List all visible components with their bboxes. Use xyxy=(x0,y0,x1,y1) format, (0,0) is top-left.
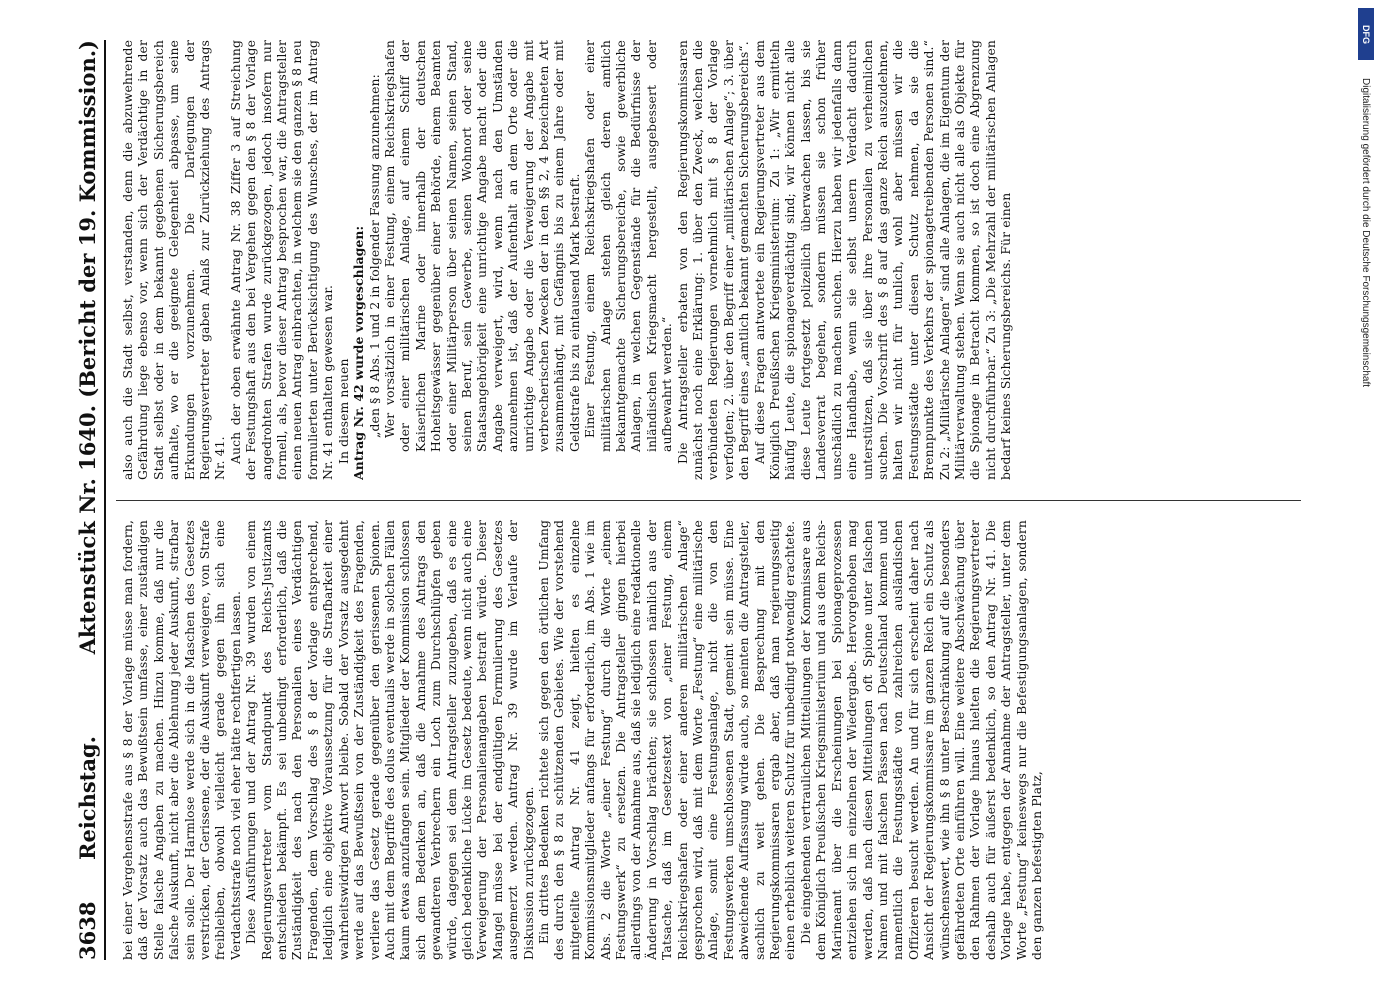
paragraph-heading: Antrag Nr. 42 wurde vorgeschlagen: xyxy=(351,225,367,480)
paragraph: bei einer Vergehensstrafe aus § 8 der Vorlage müsse man fordern, daß der Vorsatz auch das Bewußtsein umfasse, einer zuständigen Stelle falsche Angaben zu machen. Hinzu komme, daß nur die falsche Auskunft, nicht aber die Ablehnung jeder Auskunft, strafbar sein solle. Der Harmlose werde sich in die Maschen des Gesetzes verstricken, der Gerissene, der die Auskunft verweigere, von Strafe freibleiben, obwohl vielleicht gerade gegen ihn sich eine Verdachtsstrafe noch viel eher hätte rechtfertigen lassen. xyxy=(120,520,243,960)
quote-paragraph: Wer vorsätzlich in einer Festung, einem Reichskriegshafen oder einer militärischen Anlage, auf einem Schiff der Kaiserlichen Marine oder innerhalb der deutschen Hoheitsgewässer gegenüber einer Behörde, einem Beamten oder einer Militärperson über seinen Namen, seinen Stand, seinen Beruf, sein Gewerbe, seinen Wohnort oder seine Staatsangehörigkeit eine unrichtige Angabe macht oder die Angabe verweigert, wird, wenn nach den Umständen anzunehmen ist, daß der Aufenthalt an dem Orte oder die unrichtige Angabe oder die Verweigerung der Angabe mit verbrecherischen Zwecken der in den §§ 2, 4 bezeichneten Art zusammenhängt, mit Gefängnis bis zu einem Jahre oder mit Geldstrafe bis zu eintausend Mark bestraft. xyxy=(381,40,582,452)
quote-paragraph: Einer Festung, einem Reichskriegshafen oder einer militärischen Anlage stehen gleich deren amtlich bekanntgemachte Sicherungsbereiche, sowie gewerbliche Anlagen, in welchen Gegenstände für die Bedürfnisse der inländischen Kriegsmacht hergestellt, ausgebessert oder aufbewahrt werden.“ xyxy=(582,40,675,452)
quote-intro: „den § 8 Abs. 1 und 2 in folgender Fassung anzunehmen: xyxy=(366,74,382,438)
header-right-title: Aktenstück Nr. 1640. (Bericht der 19. Kommission.) xyxy=(75,40,100,655)
header-left-title: Reichstag. xyxy=(75,736,100,860)
paragraph: Die eingehenden vertraulichen Mitteilungen der Kommissare aus dem Königlich Preußischen Kriegsministerium und aus dem Reichs-Marineamt über die Erscheinungen bei Spionageprozessen entziehen sich im einzelnen der Wiedergabe. Hervorgehoben mag werden, daß nach diesen Mitteilungen oft Spione unter falschen Namen und mit falschen Pässen nach Deutschland kommen und namentlich die Festungsstädte von zahlreichen ausländischen Offizieren besucht werden. An und für sich erscheint daher nach Ansicht der Regierungskommissare im ganzen Reich ein Schutz als wünschenswert, wie ihn § 8 unter Beschränkung auf die besonders gefährdeten Orte einführen will. Eine weitere Abschwächung über den Rahmen der Vorlage hinaus hielten die Regierungsvertreter deshalb auch für äußerst bedenklich, so den Antrag Nr. 41. Die Vorlage habe, entgegen der Annahme der Antragsteller, unter dem Worte „Festung“ keineswegs nur die Befestigungsanlagen, sondern den ganzen befestigten Platz, xyxy=(797,520,1044,960)
paragraph: also auch die Stadt selbst, verstanden, denn die abzuwehrende Gefährdung liege ebenso vor, wenn sich der Verdächtige in der Stadt selbst oder in dem bekannt gegebenen Sicherungsbereich aufhalte, wo er die geeignete Gelegenheit abpasse, um seine Erkundungen vorzunehmen. Die Darlegungen der Regierungsvertreter gaben Anlaß zur Zurückziehung des Antrags Nr. 41. xyxy=(120,40,228,480)
paragraph: Diese Ausführungen und der Antrag Nr. 39 wurden von einem Regierungsvertreter vom Standpunkt des Reichs-Justizamts entschieden bekämpft. Es sei unbedingt erforderlich, daß die Zuständigkeit des nach den Personalien eines Verdächtigen Fragenden, dem Vorschlag des § 8 der Vorlage entsprechend, lediglich eine objektive Voraussetzung für die Strafbarkeit einer wahrheitswidrigen Antwort bleibe. Sobald der Vorsatz ausgedehnt werde auf das Bewußtsein von der Zuständigkeit des Fragenden, verliere das Gesetz gerade gegenüber den gerissenen Spionen. Auch mit dem Begriffe des dolus eventualis werde in solchen Fällen kaum etwas anzufangen sein. Mitglieder der Kommission schlossen sich dem Bedenken an, daß die Annahme des Antrags den gewandteren Verbrechern ein Loch zum Durchschlüpfen geben würde, dagegen sei dem Antragsteller zuzugeben, daß es eine gleich bedenkliche Lücke im Gesetz bedeute, wenn nicht auch eine Verweigerung der Personalienangaben bestraft würde. Dieser Mangel müsse bei der endgültigen Formulierung des Gesetzes ausgemerzt werden. Antrag Nr. 39 wurde im Verlaufe der Diskussion zurückgezogen. xyxy=(243,520,536,960)
paragraph: Auch der oben erwähnte Antrag Nr. 38 Ziffer 3 auf Streichung der Festungshaft aus den bei Vergehen gegen den § 8 der Vorlage angedrohten Strafen wurde zurückgezogen, jedoch insofern nur formell, als, bevor dieser Antrag besprochen war, die Antragsteller einen neuen Antrag einbrachten, in welchem sie den ganzen § 8 neu formulierten unter Berücksichtigung des Wunsches, der im Antrag Nr. 41 enthalten gewesen war. xyxy=(227,40,336,480)
header-rule xyxy=(104,40,106,960)
left-column xyxy=(120,520,1300,960)
digitisation-text: Digitalisierung gefördert durch die Deutsche Forschungsgemeinschaft xyxy=(1360,78,1371,388)
column-divider xyxy=(116,500,1301,501)
page-body xyxy=(60,40,1310,960)
paragraph: Ein drittes Bedenken richtete sich gegen den örtlichen Umfang des durch den § 8 zu schützenden Gebietes. Wie der vorstehend mitgeteilte Antrag Nr. 41 zeigt, hielten es einzelne Kommissionsmitglieder anfangs für erforderlich, im Abs. 1 wie im Abs. 2 die Worte „einer Festung“ durch die Worte „einem Festungswerk“ zu ersetzen. Die Antragsteller gingen hierbei allerdings von der Annahme aus, daß sie lediglich eine redaktionelle Änderung in Vorschlag brächten; sie schlossen nämlich aus der Tatsache, daß im Gesetzestext von „einer Festung, einem Reichskriegshafen oder einer anderen militärischen Anlage“ gesprochen wird, daß mit dem Worte „Festung“ eine militärische Anlage, somit eine Festungsanlage, nicht die von den Festungswerken umschlossenen Stadt, gemeint sein müsse. Eine abweichende Auffassung würde auch, so meinten die Antragsteller, sachlich zu weit gehen. Die Besprechung mit den Regierungskommissaren ergab aber, daß man regierungsseitig einen erheblich weiteren Schutz für unbedingt notwendig erachtete. xyxy=(535,520,798,960)
paragraph: Auf diese Fragen antwortete ein Regierungsvertreter aus dem Königlich Preußischen Kriegsministerium: Zu 1: „Wir ermitteln häufig Leute, die spionageverdächtig sind; wir können nicht alle diese Leute fortgesetzt polizeilich überwachen lassen, bis sie Landesverrat begehen, sondern müssen sie schon früher unschädlich zu machen suchen. Hierzu haben wir jedenfalls dann eine Handhabe, wenn sie selbst unsern Verdacht dadurch unterstützen, daß sie über ihre Personalien zu verheimlichen suchen. Die Vorschrift des § 8 auf das ganze Reich auszudehnen, halten wir nicht für tunlich, wohl aber müssen wir die Festungsstädte unter diesen Schutz nehmen, da sie die Brennpunkte des Verkehrs der spionagetreibenden Personen sind.“ Zu 2: „Militärische Anlagen“ sind alle Anlagen, die im Eigentum der Militärverwaltung stehen. Wenn sie auch nicht alle als Objekte für die Spionage in Betracht kommen, so ist doch eine Abgrenzung nicht durchführbar.“ Zu 3: „Die Mehrzahl der militärischen Anlagen bedarf keines Sicherungsbereichs. Für einen xyxy=(751,40,1014,480)
right-column xyxy=(120,40,1300,480)
dfg-logo: DFG xyxy=(1358,8,1374,60)
page-number: 3638 xyxy=(75,901,100,960)
page-header xyxy=(60,40,100,960)
paragraph: In diesem neuen xyxy=(335,358,351,464)
paragraph: Die Antragsteller erbaten von den Regierungskommissaren zunächst noch eine Erklärung: 1. über den Zweck, welchen die verbündeten Regierungen vornehmlich mit § 8 der Vorlage verfolgten; 2. über den Begriff einer „militärischen Anlage“; 3. über den Begriff eines „amtlich bekannt gemachten Sicherungsbereichs“. xyxy=(674,40,752,480)
digitisation-note xyxy=(1357,8,1377,648)
